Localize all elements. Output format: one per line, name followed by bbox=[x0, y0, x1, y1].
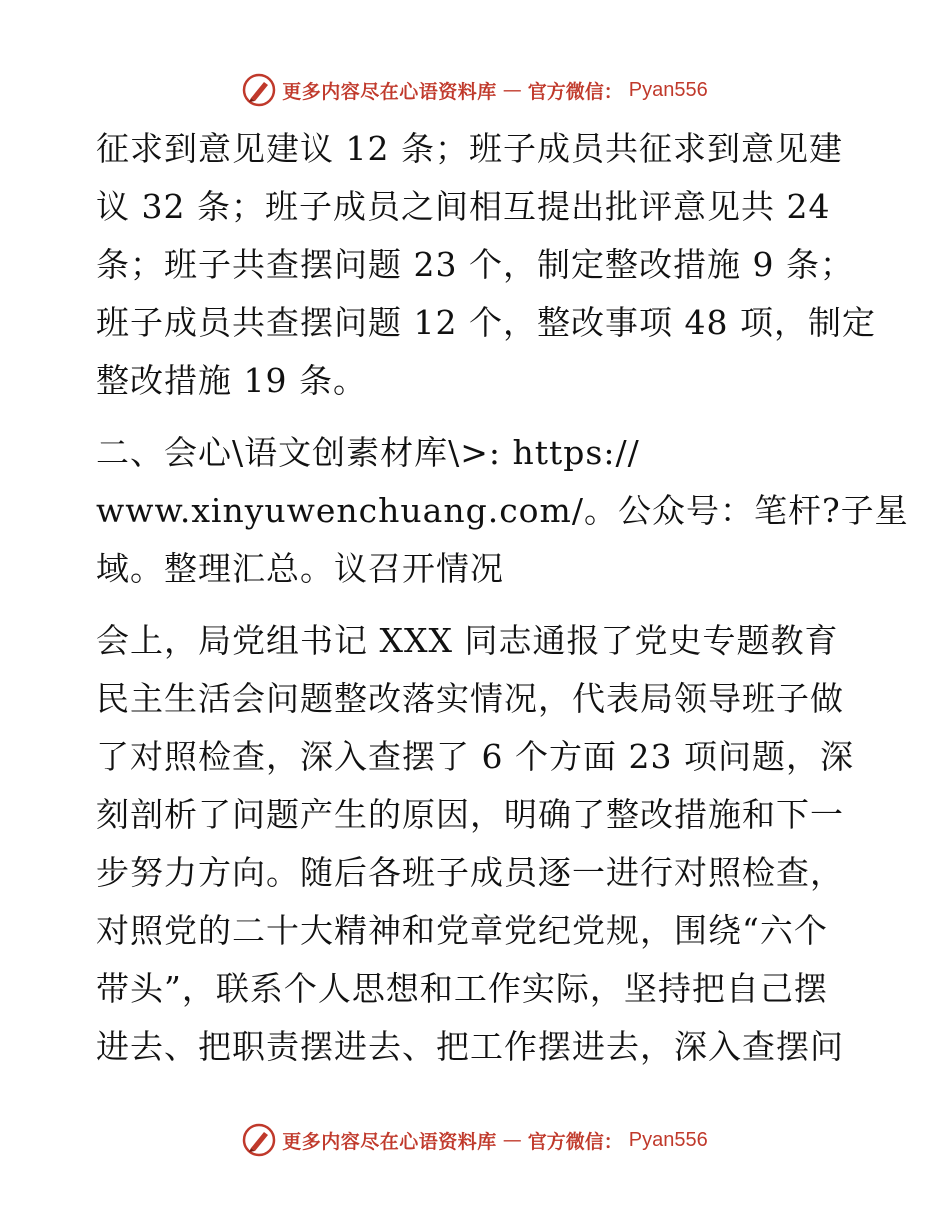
pen-logo-icon bbox=[242, 1123, 276, 1157]
banner-wechat-id: Pyan556 bbox=[628, 78, 708, 101]
text-line: 民主生活会问题整改落实情况，代表局领导班子做 bbox=[96, 679, 844, 718]
banner-wechat-id: Pyan556 bbox=[628, 1128, 708, 1151]
footer-banner bbox=[0, 1120, 950, 1160]
banner-text: 更多内容尽在心语资料库 bbox=[282, 80, 497, 103]
text-line: 域。整理汇总。议召开情况 bbox=[96, 549, 504, 588]
text-line: 条；班子共查摆问题 23 个，制定整改措施 9 条； bbox=[96, 245, 854, 284]
paragraph-2 bbox=[96, 424, 909, 598]
text-line: 会上，局党组书记 XXX 同志通报了党史专题教育 bbox=[96, 621, 839, 660]
banner-content bbox=[242, 1123, 708, 1157]
banner-separator: — bbox=[502, 1129, 522, 1151]
text-line: 整改措施 19 条。 bbox=[96, 361, 367, 400]
text-line: 议 32 条；班子成员之间相互提出批评意见共 24 bbox=[96, 187, 831, 226]
text-line: 刻剖析了问题产生的原因，明确了整改措施和下一 bbox=[96, 795, 844, 834]
banner-official-label: 官方微信： bbox=[527, 80, 623, 103]
banner-separator: — bbox=[502, 79, 522, 101]
paragraph-1 bbox=[96, 120, 876, 410]
text-line: 步努力方向。随后各班子成员逐一进行对照检查， bbox=[96, 853, 844, 892]
banner-content bbox=[242, 73, 708, 107]
header-banner bbox=[0, 70, 950, 110]
text-line: 征求到意见建议 12 条；班子成员共征求到意见建 bbox=[96, 129, 843, 168]
text-line: 进去、把职责摆进去、把工作摆进去，深入查摆问 bbox=[96, 1027, 844, 1066]
banner-official-label: 官方微信： bbox=[527, 1130, 623, 1153]
text-line: 带头”，联系个人思想和工作实际，坚持把自己摆 bbox=[96, 969, 828, 1008]
text-line: www.xinyuwenchuang.com/。公众号：笔杆?子星 bbox=[96, 491, 909, 530]
text-line: 班子成员共查摆问题 12 个，整改事项 48 项，制定 bbox=[96, 303, 876, 342]
pen-logo-icon bbox=[242, 73, 276, 107]
text-line: 了对照检查，深入查摆了 6 个方面 23 项问题，深 bbox=[96, 737, 854, 776]
paragraph-3 bbox=[96, 612, 856, 1076]
text-line: 对照党的二十大精神和党章党纪党规，围绕“六个 bbox=[96, 911, 828, 950]
document-body bbox=[96, 120, 909, 1076]
banner-text: 更多内容尽在心语资料库 bbox=[282, 1130, 497, 1153]
text-line: 二、会心\语文创素材库\>: https:// bbox=[96, 433, 640, 472]
